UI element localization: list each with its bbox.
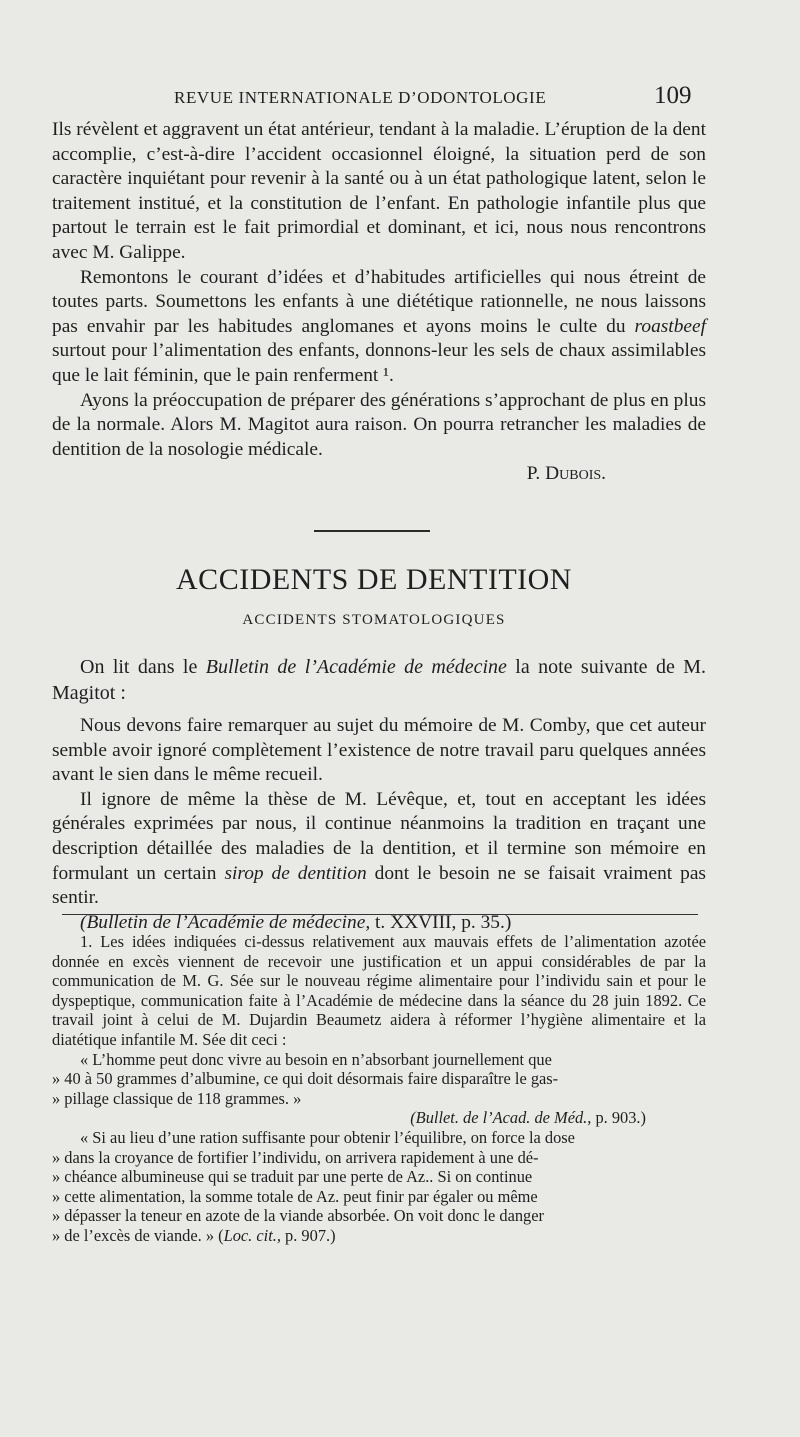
intro-text [52, 118, 706, 487]
lead-text-a: On lit dans le [80, 656, 206, 678]
q2l6-text-a: » de l’excès de viande. » ( [52, 1225, 224, 1245]
q2l6-text-b: p. 907.) [280, 1225, 336, 1245]
footnote-quote1-line3: » pillage classique de 118 grammes. » [52, 1088, 302, 1108]
footnote-quote2-line6 [52, 1226, 706, 1246]
q2l6-italic: Loc. cit., [223, 1225, 281, 1245]
footnote-quote2-line4: » cette alimentation, la somme totale de Az. peut finir par égaler ou même [52, 1186, 538, 1206]
footnote-divider [62, 914, 698, 915]
page-number: 109 [654, 82, 692, 109]
signature [52, 462, 706, 487]
footnote-quote2-line3: » chéance albumineuse qui se traduit par une perte de Az.. Si on continue [52, 1167, 533, 1187]
section-divider [314, 530, 430, 532]
section-title: ACCIDENTS DE DENTITION [176, 563, 572, 596]
source-rest: t. XXVIII, p. 35.) [370, 911, 512, 933]
q2-text-a: Il ignore de même la thèse de M. Lévêque, et, tout en acceptant les idées générales exprimées par nous, il continue néanmoins la tradition en traçant une description détaillée des maladies de la dentition, et il termine son mémoire en formulant un certain [52, 788, 706, 884]
intro-p2-text-a: Remontons le courant d’idées et d’habitudes artificielles qui nous étreint de toutes parts. Soumettons les enfants à une diététique rationnelle, ne nous laissons pas envahir par les habitudes anglomanes et ayons moins le culte du [52, 266, 706, 337]
signature-initial: P. [526, 463, 541, 485]
q2-text-b: dont le besoin ne se faisait vraiment pas sentir. [52, 862, 706, 909]
signature-name: Dubois. [545, 463, 606, 485]
q2-italic: sirop de dentition [224, 862, 367, 884]
footnote-1: 1. Les idées indiquées ci-dessus relativement aux mauvais effets de l’alimentation azotée donnée en excès viennent de recevoir une justification et un appui considérables de par la communication de M. G. Sée sur le nouveau régime alimentaire pour l’individu sain et pour le dyspeptique, communication faite à l’Académie de médecine dans la séance du 28 juin 1892. Ce travail joint à celui de M. Dujardin Beaumetz aidera à réformer l’hygiène alimentaire et la diatétique infantile M. Sée dit ceci : [52, 932, 706, 1049]
section-subtitle: ACCIDENTS STOMATOLOGIQUES [242, 612, 506, 628]
intro-paragraph-3: Ayons la préoccupation de préparer des générations s’approchant de plus en plus de la normale. Alors M. Magitot aura raison. On pourra retrancher les maladies de dentition de la nosologie médicale. [52, 389, 706, 460]
footnotes [52, 932, 706, 1246]
lead-italic: Bulletin de l’Académie de médecine [205, 656, 507, 678]
footnote-quote2-line1: « Si au lieu d’une ration suffisante pour obtenir l’équilibre, on force la dose [80, 1127, 575, 1147]
quote-paragraph-2 [52, 788, 706, 911]
page-header [0, 82, 800, 112]
ref1-rest: p. 903.) [591, 1108, 646, 1128]
intro-p2-text-b: surtout pour l’alimentation des enfants, donnons-leur les sels de chaux assimilables que le lait féminin, que le pain renferment ¹. [52, 340, 706, 386]
footnote-quote1-line1: « L’homme peut donc vivre au besoin en n’absorbant journellement que [80, 1049, 552, 1069]
intro-paragraph-2 [52, 266, 706, 389]
article-lead [52, 654, 706, 706]
ref1-italic: (Bullet. de l’Acad. de Méd., [410, 1108, 592, 1128]
footnote-quote1-line2: » 40 à 50 grammes d’albumine, ce qui doit désormais faire disparaître le gas- [52, 1069, 559, 1089]
intro-paragraph-1: Ils révèlent et aggravent un état antérieur, tendant à la maladie. L’éruption de la dent accomplie, c’est-à-dire l’accident occasionnel éloigné, la situation perd de son caractère inquiétant pour revenir à la santé ou à un état pathologique latent, selon le traitement institué, et la constitution de l’enfant. En pathologie infantile plus que partout le terrain est le fait primordial et dominant, et ici, nous nous rencontrons avec M. Galippe. [52, 119, 706, 263]
footnote-quote2-line5: » dépasser la teneur en azote de la viande absorbée. On voit donc le danger [52, 1206, 544, 1226]
lead-text-b: la note suivante de M. Magitot : [52, 656, 706, 704]
source-italic: (Bulletin de l’Académie de médecine, [80, 911, 371, 933]
intro-p2-italic: roastbeef [634, 315, 706, 337]
quote-paragraph-1: Nous devons faire remarquer au sujet du mémoire de M. Comby, que cet auteur semble avoir ignoré complètement l’existence de notre travail paru quelques années avant le sien dans le même recueil. [52, 715, 706, 786]
article-text [52, 654, 706, 935]
running-title: REVUE INTERNATIONALE D’ODONTOLOGIE [174, 88, 547, 107]
footnote-ref-1 [52, 1108, 706, 1128]
footnote-quote2-line2: » dans la croyance de fortifier l’individu, on arrivera rapidement à une dé- [52, 1147, 539, 1167]
